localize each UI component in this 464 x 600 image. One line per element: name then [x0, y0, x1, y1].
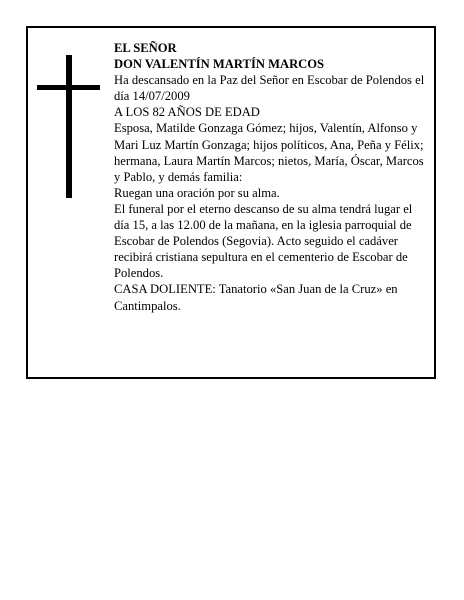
- prayer-request: Ruegan una oración por su alma.: [114, 185, 280, 200]
- obituary-text: [114, 40, 430, 314]
- obituary-notice: [26, 26, 436, 379]
- cross-icon: [66, 55, 72, 198]
- mourning-house: CASA DOLIENTE: Tanatorio «San Juan de la Cruz» en Cantimpalos.: [114, 282, 398, 313]
- deceased-name: DON VALENTÍN MARTÍN MARCOS: [114, 57, 325, 72]
- funeral-details: El funeral por el eterno descanso de su alma tendrá lugar el día 15, a las 12.00 de la mañana, en la iglesia parroquial de Escobar de Polendos (Segovia). Acto seguido el cadáver recibirá cristiana sepultura en el cementerio de Escobar de Polendos.: [114, 201, 413, 281]
- age-line: A LOS 82 AÑOS DE EDAD: [114, 105, 260, 120]
- family-list: Esposa, Matilde Gonzaga Gómez; hijos, Valentín, Alfonso y Mari Luz Martín Gonzaga; hijos políticos, Ana, Peña y Félix; hermana, Laura Martín Marcos; nietos, María, Óscar, Marcos y Pablo, y demás familia:: [114, 121, 424, 184]
- rest-statement: Ha descansado en la Paz del Señor en Escobar de Polendos el día 14/07/2009: [114, 73, 425, 104]
- title-line-1: EL SEÑOR: [114, 41, 177, 55]
- cross-icon-bar: [37, 85, 100, 90]
